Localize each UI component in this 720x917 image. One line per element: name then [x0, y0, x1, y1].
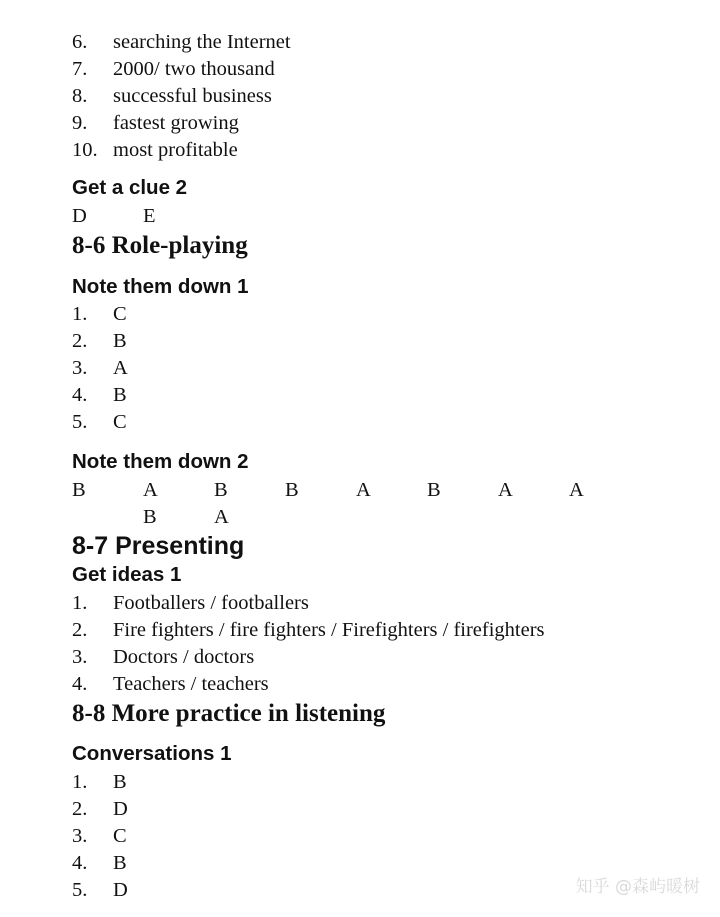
item-text: D — [113, 879, 128, 901]
item-text: Fire fighters / fire fighters / Firefighters / firefighters — [113, 619, 545, 641]
section-title-8-6: 8-6 Role-playing — [72, 232, 248, 259]
note2-answer: B — [214, 479, 228, 501]
clue2-heading: Get a clue 2 — [72, 176, 188, 199]
note1-heading: Note them down 1 — [72, 275, 249, 298]
item-number: 2. — [72, 798, 88, 820]
item-text: B — [113, 852, 127, 874]
item-number: 4. — [72, 384, 88, 406]
note2-answer: A — [356, 479, 371, 501]
list-item — [0, 770, 720, 796]
list-item — [0, 645, 720, 671]
item-text: C — [113, 825, 127, 847]
note2-answer: A — [143, 479, 158, 501]
list-item — [0, 302, 720, 328]
note2-answer: B — [72, 479, 86, 501]
item-text: Footballers / footballers — [113, 592, 309, 614]
item-number: 10. — [72, 139, 98, 161]
note2-answer: B — [143, 506, 157, 528]
list-item — [0, 84, 720, 110]
item-text: D — [113, 798, 128, 820]
list-item — [0, 138, 720, 164]
item-text: B — [113, 771, 127, 793]
item-text: searching the Internet — [113, 31, 291, 53]
item-text: 2000/ two thousand — [113, 58, 275, 80]
item-text: most profitable — [113, 139, 238, 161]
item-text: fastest growing — [113, 112, 239, 134]
item-text: C — [113, 303, 127, 325]
item-number: 1. — [72, 303, 88, 325]
note2-answer: A — [498, 479, 513, 501]
list-item — [0, 329, 720, 355]
item-text: B — [113, 330, 127, 352]
item-text: A — [113, 357, 128, 379]
list-item — [0, 797, 720, 823]
item-number: 3. — [72, 646, 88, 668]
item-text: Doctors / doctors — [113, 646, 255, 668]
item-number: 9. — [72, 112, 88, 134]
list-item — [0, 57, 720, 83]
item-number: 8. — [72, 85, 88, 107]
item-text: Teachers / teachers — [113, 673, 269, 695]
item-number: 2. — [72, 330, 88, 352]
item-number: 6. — [72, 31, 88, 53]
note2-answer: B — [285, 479, 299, 501]
item-number: 3. — [72, 825, 88, 847]
item-number: 1. — [72, 592, 88, 614]
list-item — [0, 591, 720, 617]
list-item — [0, 410, 720, 436]
list-item — [0, 383, 720, 409]
item-number: 4. — [72, 852, 88, 874]
list-item — [0, 618, 720, 644]
note2-answer: A — [569, 479, 584, 501]
item-number: 4. — [72, 673, 88, 695]
item-number: 5. — [72, 879, 88, 901]
list-item — [0, 30, 720, 56]
item-number: 3. — [72, 357, 88, 379]
section-title-8-7: 8-7 Presenting — [72, 532, 245, 560]
item-text: successful business — [113, 85, 272, 107]
list-item — [0, 356, 720, 382]
note2-heading: Note them down 2 — [72, 450, 249, 473]
item-number: 1. — [72, 771, 88, 793]
watermark: 知乎 @森屿暖树 — [575, 877, 700, 897]
list-item — [0, 111, 720, 137]
item-number: 5. — [72, 411, 88, 433]
note2-answer: B — [427, 479, 441, 501]
item-text: C — [113, 411, 127, 433]
conv1-heading: Conversations 1 — [72, 742, 232, 765]
list-item — [0, 824, 720, 850]
item-number: 2. — [72, 619, 88, 641]
item-number: 7. — [72, 58, 88, 80]
item-text: B — [113, 384, 127, 406]
clue2-answer: E — [143, 205, 156, 227]
section-title-8-8: 8-8 More practice in listening — [72, 700, 386, 727]
note2-answer: A — [214, 506, 229, 528]
list-item — [0, 672, 720, 698]
ideas1-heading: Get ideas 1 — [72, 563, 182, 586]
clue2-answer: D — [72, 205, 87, 227]
